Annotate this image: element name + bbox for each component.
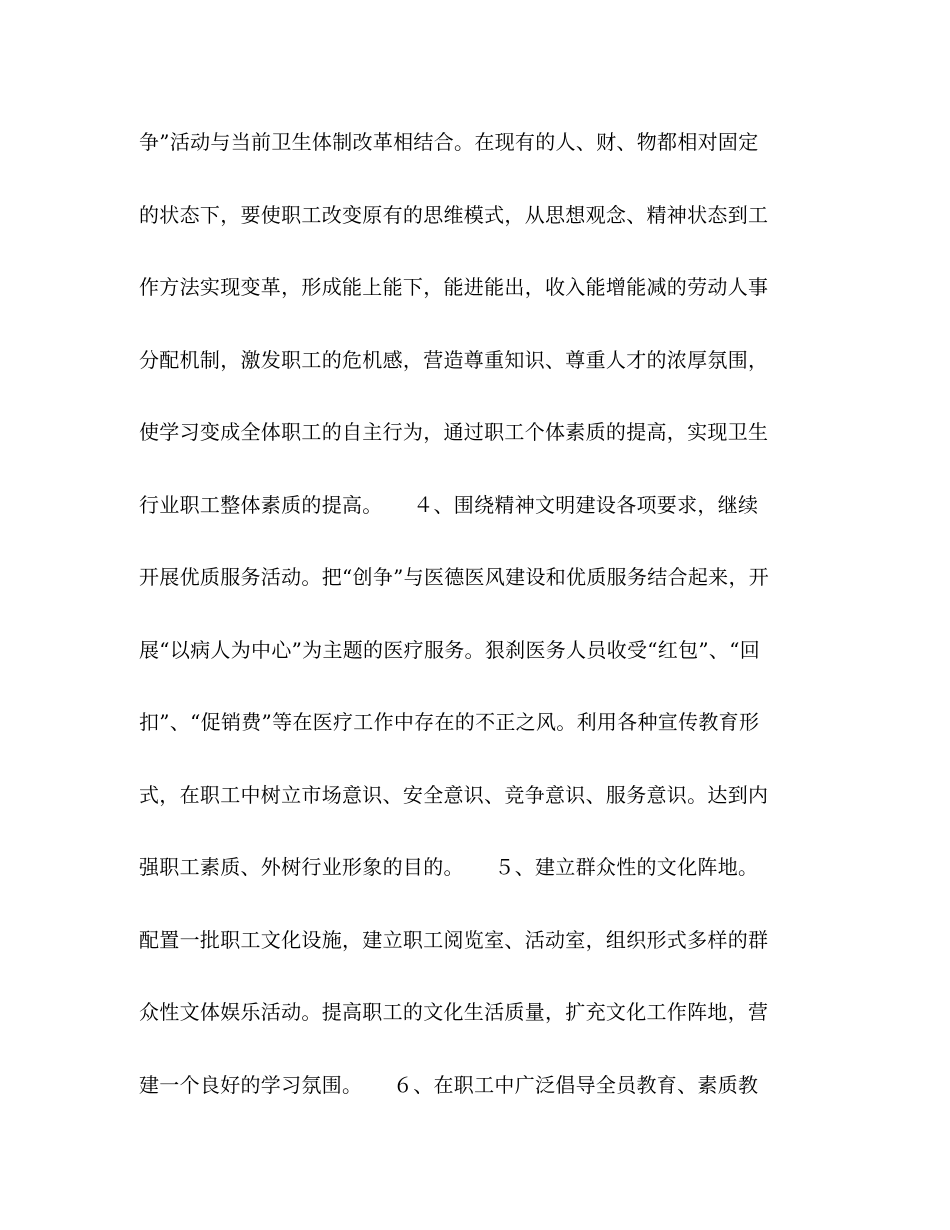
text-line: 开展优质服务活动。把“创争”与医德医风建设和优质服务结合起来，开 xyxy=(139,565,770,589)
text-line: 式，在职工中树立市场意识、安全意识、竞争意识、服务意识。达到内 xyxy=(139,782,769,807)
text-line: 展“以病人为中心”为主题的医疗服务。狠刹医务人员收受“红包”、“回 xyxy=(139,637,761,662)
text-line: 建一个良好的学习氛围。 ６、在职工中广泛倡导全员教育、素质教 xyxy=(139,1072,759,1097)
text-line: 配置一批职工文化设施，建立职工阅览室、活动室，组织形式多样的群 xyxy=(139,927,769,952)
text-line: 的状态下，要使职工改变原有的思维模式，从思想观念、精神状态到工 xyxy=(139,202,769,227)
text-line: 强职工素质、外树行业形象的目的。 ５、建立群众性的文化阵地。 xyxy=(139,855,759,879)
text-line: 行业职工整体素质的提高。 ４、围绕精神文明建设各项要求，继续 xyxy=(139,492,759,517)
text-line: 分配机制，激发职工的危机感，营造尊重知识、尊重人才的浓厚氛围， xyxy=(139,347,769,372)
body-text xyxy=(139,122,829,1137)
text-line: 众性文体娱乐活动。提高职工的文化生活质量，扩充文化工作阵地，营 xyxy=(139,1000,769,1024)
text-line: 扣”、“促销费”等在医疗工作中存在的不正之风。利用各种宣传教育形 xyxy=(139,710,760,734)
text-line: 争”活动与当前卫生体制改革相结合。在现有的人、财、物都相对固定 xyxy=(139,130,759,154)
text-line: 使学习变成全体职工的自主行为，通过职工个体素质的提高，实现卫生 xyxy=(139,420,769,444)
text-line: 作方法实现变革，形成能上能下，能进能出，收入能增能减的劳动人事 xyxy=(139,275,769,299)
